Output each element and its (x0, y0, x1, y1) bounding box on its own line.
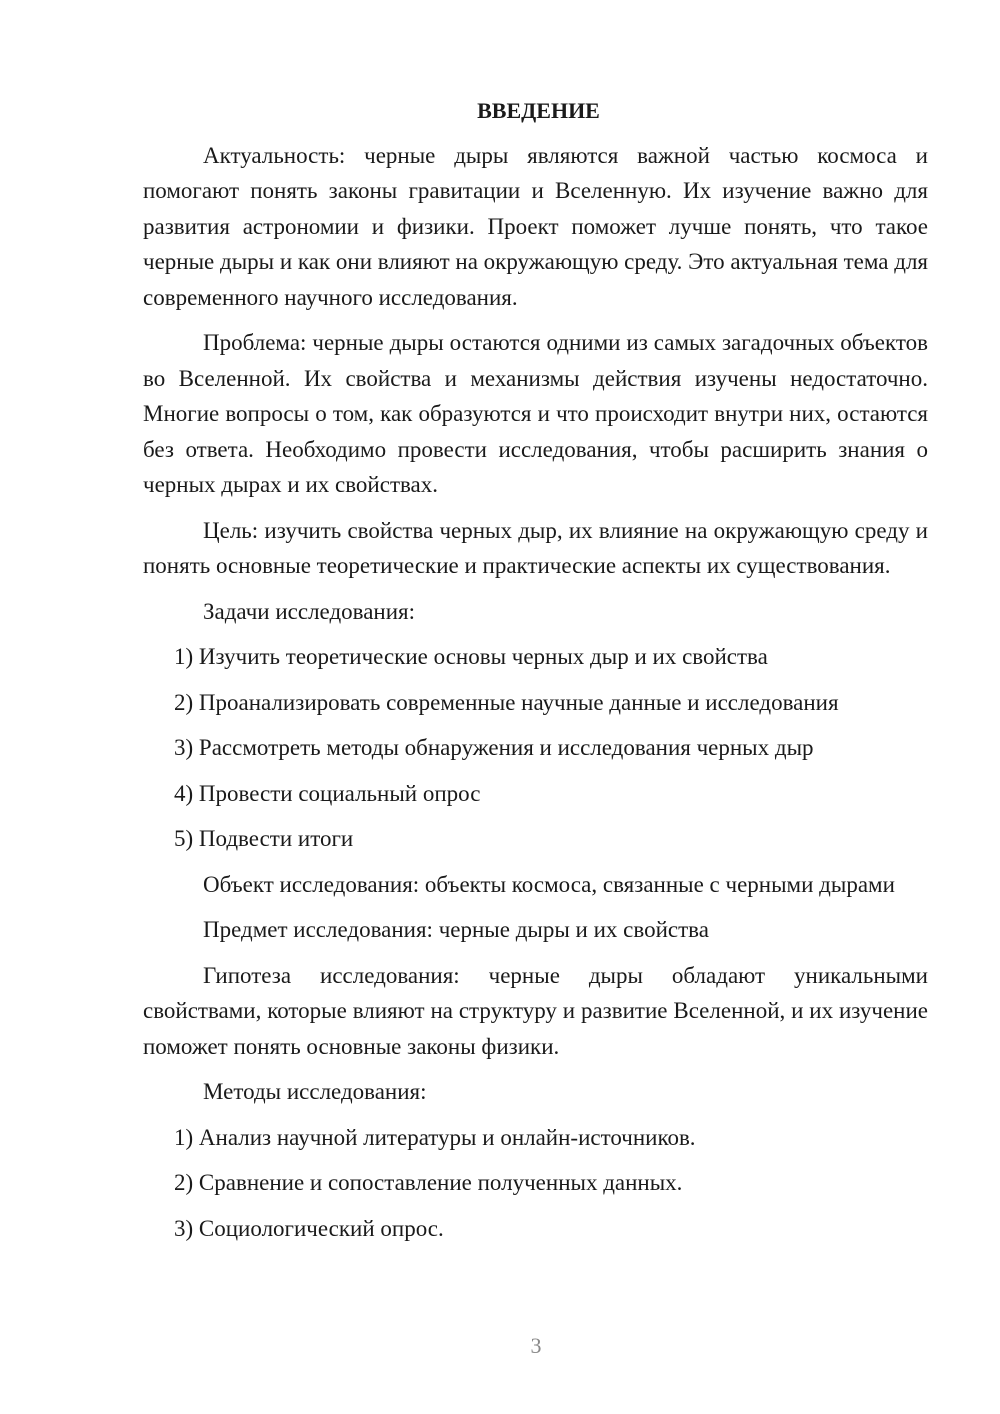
goal-paragraph: Цель: изучить свойства черных дыр, их влияние на окружающую среду и понять основные теоретические и практические аспекты их существования. (143, 517, 928, 578)
method-item: 3) Социологический опрос. (174, 1215, 444, 1241)
method-item: 2) Сравнение и сопоставление полученных данных. (174, 1170, 683, 1195)
task-item: 2) Проанализировать современные научные данные и исследования (174, 689, 839, 715)
subject-paragraph: Предмет исследования: черные дыры и их свойства (203, 917, 709, 942)
problem-paragraph: Проблема: черные дыры остаются одними из самых загадочных объектов во Вселенной. Их свойства и механизмы действия изучены недостаточно. Многие вопросы о том, как образуются и что происходит внутри них, остаются без ответа. Необходимо провести исследования, чтобы расширить знания о черных дырах и их свойствах. (143, 330, 928, 497)
page-number: 3 (530, 1333, 542, 1358)
tasks-list (143, 639, 928, 857)
task-item: 5) Подвести итоги (174, 826, 354, 851)
page-content (143, 93, 928, 1256)
task-item: 3) Рассмотреть методы обнаружения и исследования черных дыр (174, 735, 814, 760)
method-item: 1) Анализ научной литературы и онлайн-источников. (174, 1124, 696, 1150)
section-heading: ВВЕДЕНИЕ (477, 98, 600, 123)
relevance-paragraph: Актуальность: черные дыры являются важной частью космоса и помогают понять законы гравитации и Вселенную. Их изучение важно для развития астрономии и физики. Проект поможет лучше понять, что такое черные дыры и как они влияют на окружающую среду. Это актуальная тема для современного научного исследования. (143, 142, 928, 310)
object-paragraph: Объект исследования: объекты космоса, связанные с черными дырами (203, 871, 895, 897)
methods-heading: Методы исследования: (203, 1079, 427, 1104)
hypothesis-paragraph: Гипотеза исследования: черные дыры обладают уникальными свойствами, которые влияют на структуру и развитие Вселенной, и их изучение поможет понять основные законы физики. (143, 962, 928, 1059)
tasks-heading: Задачи исследования: (203, 598, 416, 624)
methods-list (143, 1120, 928, 1247)
task-item: 1) Изучить теоретические основы черных дыр и их свойства (174, 644, 768, 669)
task-item: 4) Провести социальный опрос (174, 780, 481, 806)
